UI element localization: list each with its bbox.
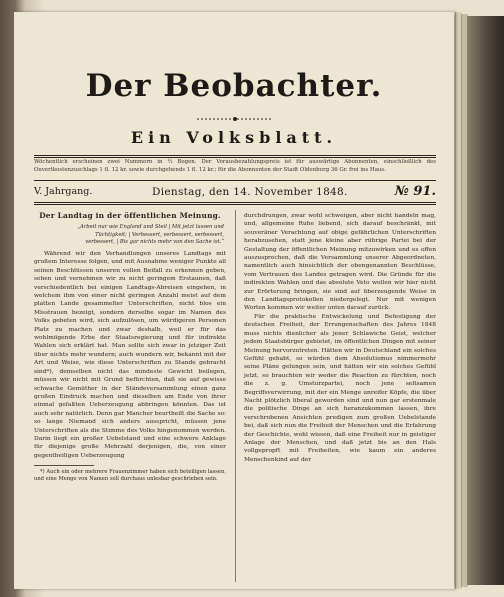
right-column	[244, 212, 436, 464]
rule-notice	[34, 180, 436, 181]
article-paragraph: Für die praktische Entwickelung und Befestigung der deutschen Freiheit, der Errungenschaften des Jahres 1848 muss nichts dienlicher als jener Schlawiche Geist, welcher jedem Staatsbürger gebietet, im öffentlichen Dingen mit seiner Meinung hervorzutreten. Hätten wir in Deutschland ein solches Gefühl gehabt, so würden dem Absolutismus nimmermehr seine Pläne gelungen sein, und hätten wir ein solches Gefühl jetzt, so brauchten wir weder die Reaction zu fürchten, noch die z. g. Umsturzpartei, noch jene seltsamen Begriffsverwirrung, mit der ein Menge unreifer Köpfe, die über Nacht plötzlich liberal geworden sind und nun gar erstenmale die politische Dinge an sich heranzukommen lassen, ihre verschrobenen Ansichten predigen zum großen Uebelstande bei, daß sich nun die Freiheit der Menschen und die Erfahrung der Geschichte, wohl wissen, daß eine Freiheit nur in geistiger Anlage der Menschen, und daß jetzt bis an den Hals vollgepropft mit Freiheiten, wie kaum ein anderes Menschenkind auf der	[244, 313, 436, 463]
article-paragraph: durchdrungen, zwar wohl schweigen, aber nicht handeln mag, und, allgemeine Ruhe liebend, sich darauf beschränkt, mit souveräner Verachtung auf obige gefährlichen Unterschriften herabzusehen, statt jene kleine aber rührige Partei bei der Gestaltung der öffentlichen Meinung mitzuwirken und es offen auszusprechen, daß die Versammlung unserer Abgeordneten, namentlich auch hinsichtlich der obengenannten Beschlüsse, vom Vertrauen des Landes getragen wird. Die Gründe für die indirekten Wahlen und das absolute Veto wollen wir hier nicht zur Erörterung bringen, sie sind auf überzeugende Weise in den Landtagsprotokollen niedergelegt. Nur mit wenigen Worten kommen wir weiter unten darauf zurück.	[244, 213, 436, 312]
rule-issue	[34, 202, 436, 205]
left-column	[34, 212, 226, 484]
column-divider	[235, 210, 236, 582]
issue-date: Dienstag, den 14. November 1848.	[152, 186, 348, 198]
issue-year: V. Jahrgang.	[34, 186, 93, 197]
book-cover-edge	[467, 16, 504, 585]
footnote-rule	[34, 465, 94, 466]
article-title: Der Landtag in der öffentlichen Meinung.	[39, 211, 221, 220]
masthead-title: Der Beobachter.	[85, 68, 383, 104]
newspaper-page	[14, 12, 454, 589]
article-epigraph: „Arbeit nur wie England und Steil | Mit jetzt lassen und Tüchtigkeit; | Verbessert, verbessert, verbessert, verbessert, | Bis gar nichts mehr von den Sache ist.“	[77, 224, 224, 245]
article-paragraph: Während wir den Verhandlungen unseres Landtags mit großem Interesse folgen, und mit Ausnahme weniger Punkte all seinen Beschlüssen unseren vollen Beifall zu erkennen geben, sehen und vernehmen wir zu nicht geringem Erstaunen, daß verschiedentlich bei einigen Landtags-Abreisen eingehen, in welchem ihm von einer nicht geringen Anzahl meist auf dem platten Lande gesammelter Unterschriften, nicht blos ein Misstrauen bezeigt, sondern derselbe sogar im Namen des Volks gebeten wird, sich aufzulösen, um würdigeren Personen Platz zu machen und zwar deshalb, weil er für das wohlmögende Erbe der Staatsregierung und für indirekte Wahlen sich erklärt hat. Man sollte sich zwar in jetziger Zeit über nichts mehr wundern; auch wundern wir, bekannt mit der Art und Weise, wie diese Unterschriften zu Stande gebracht sind*), demselben nicht das mindeste Gewicht beilegen, müssen wir nicht mit Grund befürchten, daß sie auf gewisse schwache Gemüther in der Ständeversammlung einen ganz großen Eindruck machen und dieselben am Ende von ihrer einmal gefaßten Ueberzeugung abbringen könnten. Das ist auch sehr natürlich. Denn gar Mancher beurtheilt die Sache so: so lange Niemand sich anders ausspricht, müssen jene Unterschriften als die Stimme des Volks hingenommen werden. Darin liegt ein großer Uebelstand und eine schwere Anklage für diejenige große Mehrzahl derjenigen, die, von einer gegentheiligen Ueberzeugung	[34, 251, 226, 459]
issue-line	[34, 184, 436, 200]
issue-number: № 91.	[394, 184, 436, 199]
footnote: *) Auch ein oder mehrere Frauenzimmer haben sich beteiligen lassen, und eine Menge von Namen soll durchaus unlesbar geschrieben sein.	[34, 469, 226, 483]
subscription-notice: Wöchentlich erscheinen zwei Nummern in ½ Bogen. Der Vorausbezahlungspreis ist für auswärtige Abonnenten, einschließlich des Ouvertkostenzuschlags 1 fl. 12 kr. sowie durchgehends 1 fl. 12 kr.; für die Abonnenten der Stadt Oldenburg 36 Gr. frei ins Haus.	[34, 159, 436, 173]
masthead-subtitle: Ein Volksblatt.	[130, 128, 338, 147]
rule-top	[34, 155, 436, 158]
ornament-divider	[197, 116, 273, 122]
